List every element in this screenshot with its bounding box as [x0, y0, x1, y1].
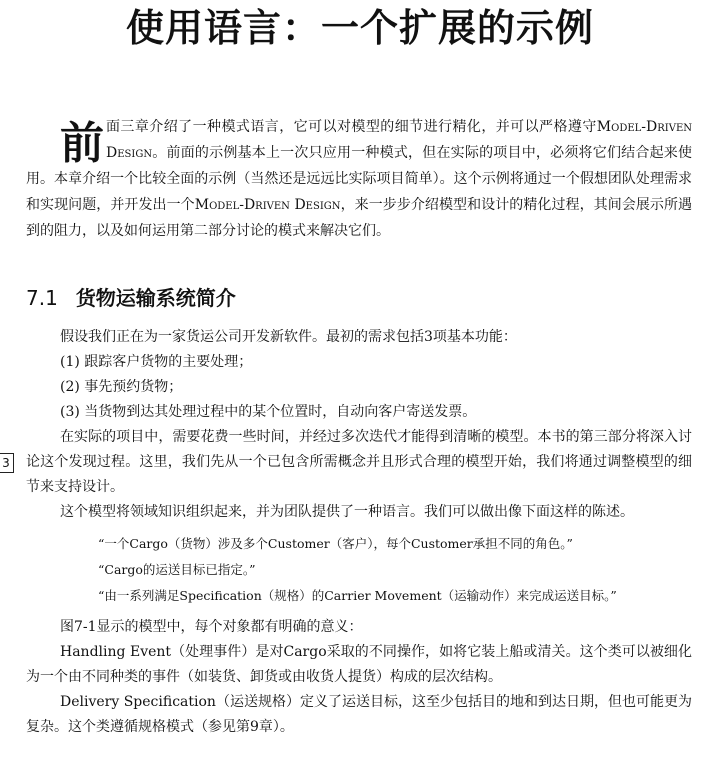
intro-text-3: ，来一步步介绍模型和设计的精化过程，其间会展示所遇到的阻力，以及如何运用第二部分讨论的模式来解决它们。: [26, 197, 693, 239]
body-paragraph: 在实际的项目中，需要花费一些时间，并经过多次迭代才能得到清晰的模型。本书的第三部分将深入讨论这个发现过程。这里，我们先从一个已包含所需概念并且形式合理的模型开始，我们将通过调整模型的细节来支持设计。: [26, 429, 692, 495]
chapter-title: 使用语言：一个扩展的示例: [125, 6, 594, 50]
list-item: (1) 跟踪客户货物的主要处理；: [60, 354, 253, 370]
intro-paragraph: [26, 114, 692, 244]
section-title: 货物运输系统简介: [75, 286, 236, 310]
intro-text-2: 。前面的示例基本上一次只应用一种模式，但在实际的项目中，必须将它们结合起来使用。本章介绍一个比较全面的示例（当然还是远远比实际项目简单）。这个示例将通过一个假想团队处理需求和实现问题，并开发出一个: [26, 145, 692, 213]
body-paragraph: 图7-1显示的模型中，每个对象都有明确的意义：: [60, 619, 363, 635]
list-item: (3) 当货物到达其处理过程中的某个位置时，自动向客户寄送发票。: [60, 404, 477, 420]
section-body: [26, 325, 692, 740]
quote-line: “Cargo的运送目标已指定。”: [98, 562, 256, 577]
section-heading: [26, 285, 236, 311]
intro-text-1: 面三章介绍了一种模式语言，它可以对模型的细节进行精化，并可以严格遵守: [106, 119, 597, 135]
body-paragraph: Handling Event（处理事件）是对Cargo采取的不同操作，如将它装上船或清关。这个类可以被细化为一个由不同种类的事件（如装货、卸货或由收货人提货）构成的层次结构。: [26, 644, 692, 685]
intro-small-caps-1: Model-Driven Design: [106, 119, 692, 161]
quote-line: “一个Cargo（货物）涉及多个Customer（客户），每个Customer承担不同的角色。”: [98, 536, 573, 551]
body-paragraph: 这个模型将领域知识组织起来，并为团队提供了一种语言。我们可以做出像下面这样的陈述。: [60, 504, 634, 520]
margin-page-marker: 3: [0, 453, 14, 473]
example-statements: [26, 531, 692, 609]
body-paragraph: 假设我们正在为一家货运公司开发新软件。最初的需求包括3项基本功能：: [60, 329, 517, 345]
list-item: (2) 事先预约货物；: [60, 379, 183, 395]
section-number: 7.1: [26, 286, 58, 310]
intro-small-caps-2: Model-Driven Design: [194, 197, 341, 213]
quote-line: “由一系列满足Specification（规格）的Carrier Movement（运输动作）来完成运送目标。”: [98, 588, 617, 603]
body-paragraph: Delivery Specification（运送规格）定义了运送目标，这至少包括目的地和到达日期，但也可能更为复杂。这个类遵循规格模式（参见第9章）。: [26, 694, 692, 735]
drop-cap: 前: [60, 118, 104, 169]
